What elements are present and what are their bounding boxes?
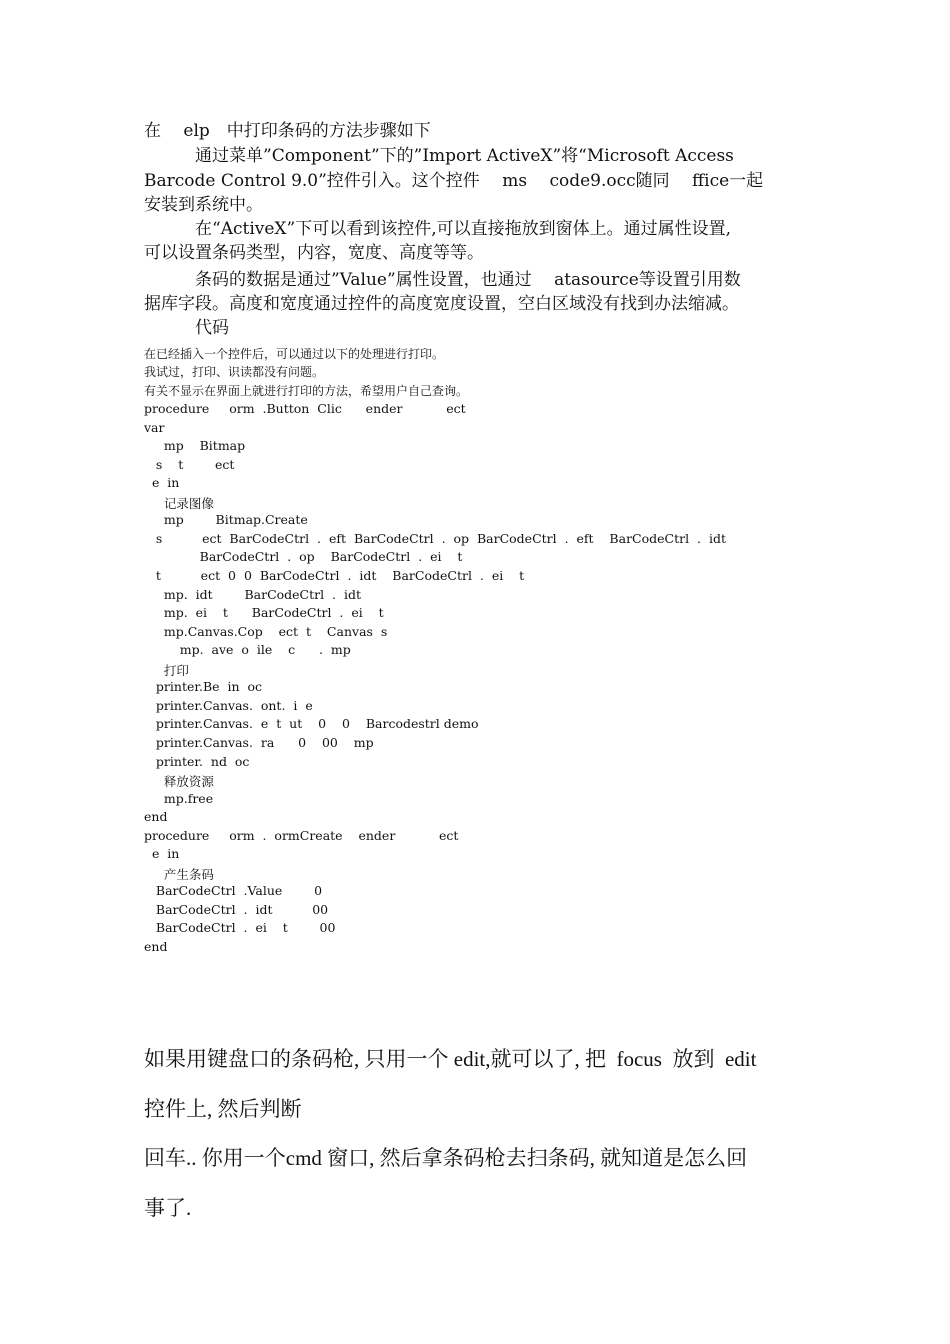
code-line: mp.Canvas.Cop ect t Canvas s <box>144 623 388 639</box>
code-line: mp. ave o ile c . mp <box>144 642 351 658</box>
code-line: printer.Be in oc <box>144 679 262 695</box>
paragraph-line: Barcode Control 9.0”控件引入。这个控件 ms code9.occ随同 ffice一起 <box>144 171 764 191</box>
note-line: 我试过，打印、识读都没有问题。 <box>144 365 325 379</box>
code-line: printer. nd oc <box>144 753 250 769</box>
paragraph-line: 通过菜单”Component”下的”Import ActiveX”将“Microsoft Access <box>144 146 734 166</box>
code-line: var <box>144 419 165 435</box>
code-line: BarCodeCtrl . ei t 00 <box>144 920 336 936</box>
code-line: procedure orm .Button Clic ender ect <box>144 401 466 416</box>
paragraph-line: 安装到系统中。 <box>144 195 263 215</box>
paragraph-line: 据库字段。高度和宽度通过控件的高度宽度设置，空白区域没有找到办法缩减。 <box>144 294 739 314</box>
code-line: end <box>144 939 168 954</box>
code-line: e in <box>144 475 180 491</box>
paragraph-line: 可以设置条码类型，内容，宽度、高度等等。 <box>144 243 484 263</box>
code-line: 产生条码 <box>144 866 214 882</box>
code-line: procedure orm . ormCreate ender ect <box>144 827 459 843</box>
code-line: BarCodeCtrl . op BarCodeCtrl . ei t <box>144 549 463 565</box>
code-line: 释放资源 <box>144 774 214 789</box>
code-line: mp. idt BarCodeCtrl . idt <box>144 586 362 602</box>
code-line: end <box>144 809 168 825</box>
code-line: printer.Canvas. ont. i e <box>144 697 313 713</box>
code-line: printer.Canvas. ra 0 00 mp <box>144 734 374 750</box>
document-title: 在 elp 中打印条码的方法步骤如下 <box>144 121 431 141</box>
paragraph-line: 条码的数据是通过”Value”属性设置，也通过 atasource等设置引用数 <box>144 270 741 290</box>
code-line: BarCodeCtrl .Value 0 <box>144 883 323 899</box>
code-line: s t ect <box>144 456 235 472</box>
code-line: t ect 0 0 BarCodeCtrl . idt BarCodeCtrl . ei t <box>144 568 525 583</box>
code-line: mp Bitmap <box>144 438 246 454</box>
note-line: 有关不显示在界面上就进行打印的方法，希望用户自己查询。 <box>144 384 469 398</box>
code-line: BarCodeCtrl . idt 00 <box>144 901 329 917</box>
note-line: 在已经插入一个控件后，可以通过以下的处理进行打印。 <box>144 347 445 361</box>
code-line: e in <box>144 846 180 862</box>
code-line: printer.Canvas. e t ut 0 0 Barcodestrl demo <box>144 716 479 732</box>
code-line: mp Bitmap.Create <box>144 512 308 528</box>
code-line: 记录图像 <box>144 495 214 511</box>
code-line: s ect BarCodeCtrl . eft BarCodeCtrl . op BarCodeCtrl . eft BarCodeCtrl . idt <box>144 530 726 546</box>
code-line: mp. ei t BarCodeCtrl . ei t <box>144 605 384 620</box>
code-line: mp.free <box>144 790 214 806</box>
closing-line: 事了. <box>144 1196 192 1220</box>
closing-line: 控件上, 然后判断 <box>144 1097 302 1121</box>
closing-line: 如果用键盘口的条码枪, 只用一个 edit,就可以了, 把 focus 放到 edit <box>144 1047 757 1071</box>
paragraph-line: 代码 <box>144 318 229 338</box>
code-line: 打印 <box>144 662 189 678</box>
closing-line: 回车.. 你用一个cmd 窗口, 然后拿条码枪去扫条码, 就知道是怎么回 <box>144 1146 748 1170</box>
paragraph-line: 在“ActiveX”下可以看到该控件,可以直接拖放到窗体上。通过属性设置, <box>144 219 732 239</box>
